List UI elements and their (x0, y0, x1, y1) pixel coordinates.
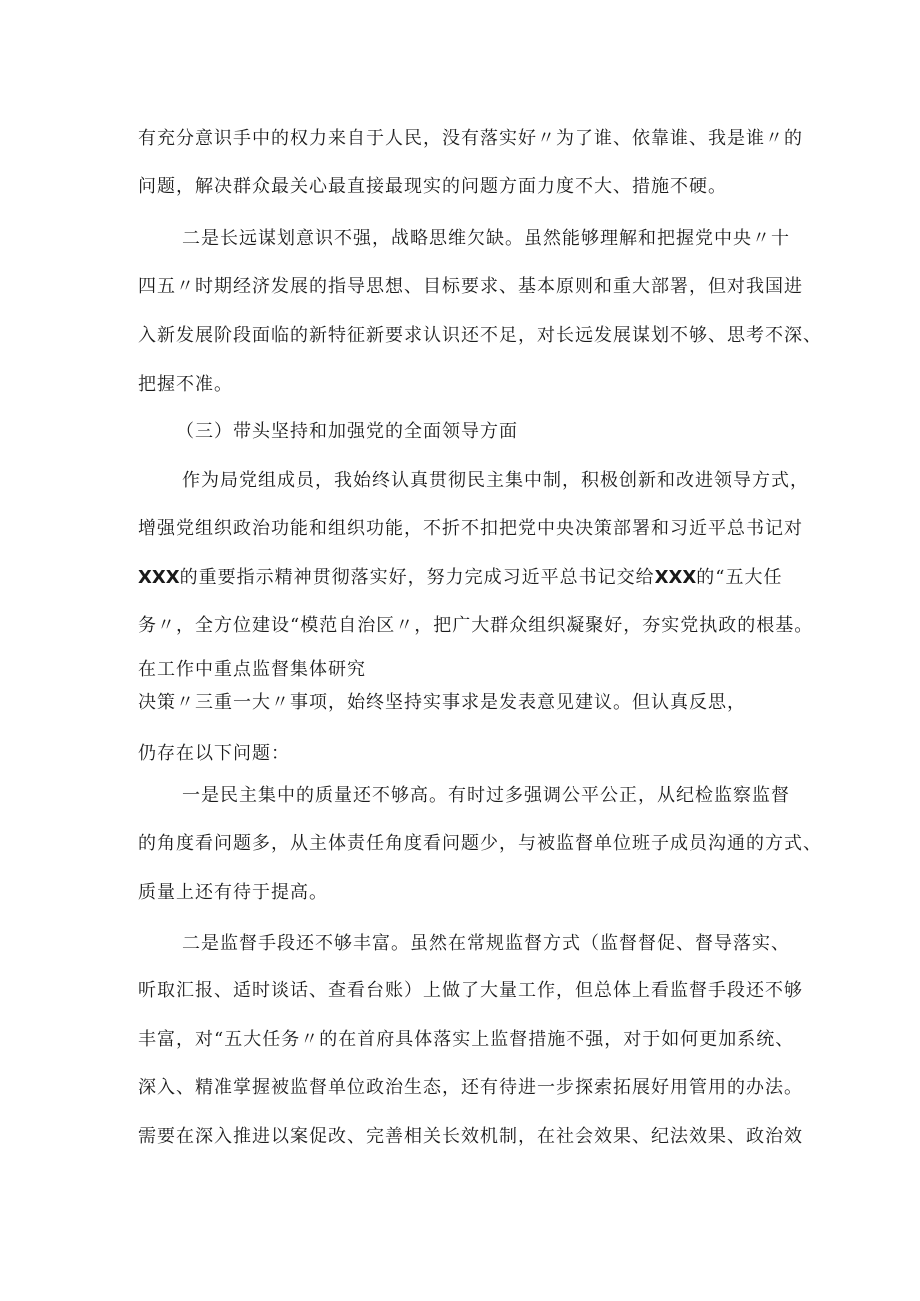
paragraph-line: 丰富，对“五大任务〃的在首府具体落实上监督措施不强，对于如何更加系统、 (138, 1029, 795, 1050)
paragraph-line: 仍存在以下问题： (138, 743, 290, 764)
paragraph-line: 深入、精准掌握被监督单位政治生态，还有待进一步探索拓展好用管用的办法。 (138, 1077, 803, 1098)
paragraph-line: 四五〃时期经济发展的指导思想、目标要求、基本原则和重大部署，但对我国进 (138, 276, 803, 297)
paragraph-line: 一是民主集中的质量还不够高。有时过多强调公平公正，从纪检监察监督 (182, 785, 790, 806)
paragraph-line: 二是长远谋划意识不强，战略思维欠缺。虽然能够理解和把握党中央〃十 (182, 228, 790, 249)
paragraph-line: 在工作中重点监督集体研究 (138, 659, 366, 680)
paragraph-line: 决策〃三重一大〃事项，始终坚持实事求是发表意见建议。但认真反思， (138, 692, 746, 713)
paragraph-line: 增强党组织政治功能和组织功能，不折不扣把党中央决策部署和习近平总书记对 (138, 518, 803, 539)
paragraph-line: 质量上还有待于提高。 (138, 882, 328, 903)
paragraph-line: 需要在深入推进以案促改、完善相关长效机制，在社会效果、纪法效果、政治效 (138, 1126, 803, 1147)
paragraph-line: 把握不准。 (138, 374, 233, 395)
placeholder-text: XXX (138, 567, 180, 588)
paragraph-line: 的角度看问题多，从主体责任角度看问题少，与被监督单位班子成员沟通的方式、 (138, 833, 822, 854)
paragraph-line: 二是监督手段还不够丰富。虽然在常规监督方式（监督督促、督导落实、 (182, 933, 790, 954)
paragraph-line: 听取汇报、适时谈话、查看台账）上做了大量工作，但总体上看监督手段还不够 (138, 980, 803, 1001)
placeholder-text: XXX (654, 567, 697, 588)
paragraph-line: XXX的重要指示精神贯彻落实好，努力完成习近平总书记交给XXX的“五大任 (138, 567, 783, 588)
paragraph-line: 有充分意识手中的权力来自于人民，没有落实好〃为了谁、依靠谁、我是谁〃的 (138, 128, 803, 149)
paragraph-line: 作为局党组成员，我始终认真贯彻民主集中制，积极创新和改进领导方式， (182, 470, 809, 491)
paragraph-line: 问题，解决群众最关心最直接最现实的问题方面力度不大、措施不硬。 (138, 176, 727, 197)
paragraph-line: 入新发展阶段面临的新特征新要求认识还不足，对长远发展谋划不够、思考不深、 (138, 325, 822, 346)
paragraph-line: 务〃，全方位建设“模范自治区〃，把广大群众组织凝聚好，夯实党执政的根基。 (138, 615, 814, 636)
section-heading: （三）带头坚持和加强党的全面领导方面 (176, 421, 518, 442)
